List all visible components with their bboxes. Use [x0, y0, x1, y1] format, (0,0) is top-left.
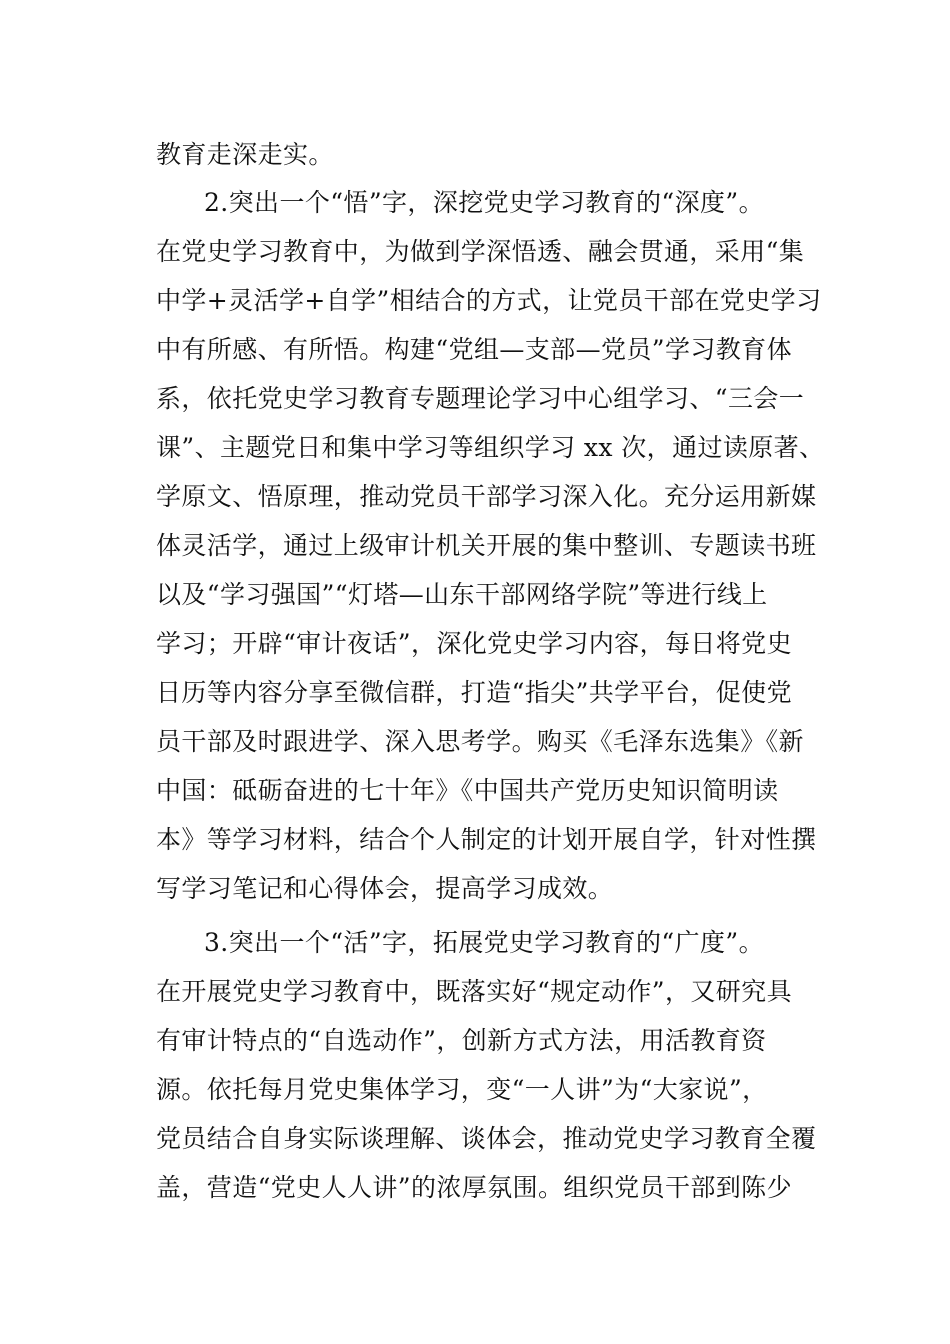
- text-line: 课”、主题党日和集中学习等组织学习 xx 次，通过读原著、: [156, 433, 825, 462]
- text-line: 教育走深走实。: [156, 140, 334, 169]
- text-line: 学习；开辟“审计夜话”，深化党史学习内容，每日将党史: [156, 629, 792, 658]
- text-line: 2.突出一个“悟”字，深挖党史学习教育的“深度”。: [204, 188, 764, 217]
- text-line: 中有所感、有所悟。构建“党组—支部—党员”学习教育体: [156, 335, 792, 364]
- text-line: 日历等内容分享至微信群，打造“指尖”共学平台，促使党: [156, 678, 792, 707]
- text-line: 体灵活学，通过上级审计机关开展的集中整训、专题读书班: [156, 531, 817, 560]
- text-line: 写学习笔记和心得体会，提高学习成效。: [156, 874, 614, 903]
- text-line: 学原文、悟原理，推动党员干部学习深入化。充分运用新媒: [156, 482, 817, 511]
- text-line: 源。依托每月党史集体学习，变“一人讲”为“大家说”，: [156, 1075, 768, 1104]
- text-line: 党员结合自身实际谈理解、谈体会，推动党史学习教育全覆: [156, 1124, 817, 1153]
- text-line: 中学+灵活学+自学”相结合的方式，让党员干部在党史学习: [156, 286, 822, 315]
- text-line: 3.突出一个“活”字，拓展党史学习教育的“广度”。: [204, 928, 764, 957]
- text-line: 本》等学习材料，结合个人制定的计划开展自学，针对性撰: [156, 825, 817, 854]
- text-line: 系，依托党史学习教育专题理论学习中心组学习、“三会一: [156, 384, 805, 413]
- text-line: 有审计特点的“自选动作”，创新方式方法，用活教育资: [156, 1026, 767, 1055]
- text-line: 在党史学习教育中，为做到学深悟透、融会贯通，采用“集: [156, 237, 805, 266]
- text-line: 以及“学习强国”“灯塔—山东干部网络学院”等进行线上: [156, 580, 768, 609]
- text-line: 员干部及时跟进学、深入思考学。购买《毛泽东选集》《新: [156, 727, 804, 756]
- text-line: 盖，营造“党史人人讲”的浓厚氛围。组织党员干部到陈少: [156, 1173, 792, 1202]
- text-line: 在开展党史学习教育中，既落实好“规定动作”，又研究具: [156, 977, 792, 1006]
- text-line: 中国：砥砺奋进的七十年》《中国共产党历史知识简明读: [156, 776, 779, 805]
